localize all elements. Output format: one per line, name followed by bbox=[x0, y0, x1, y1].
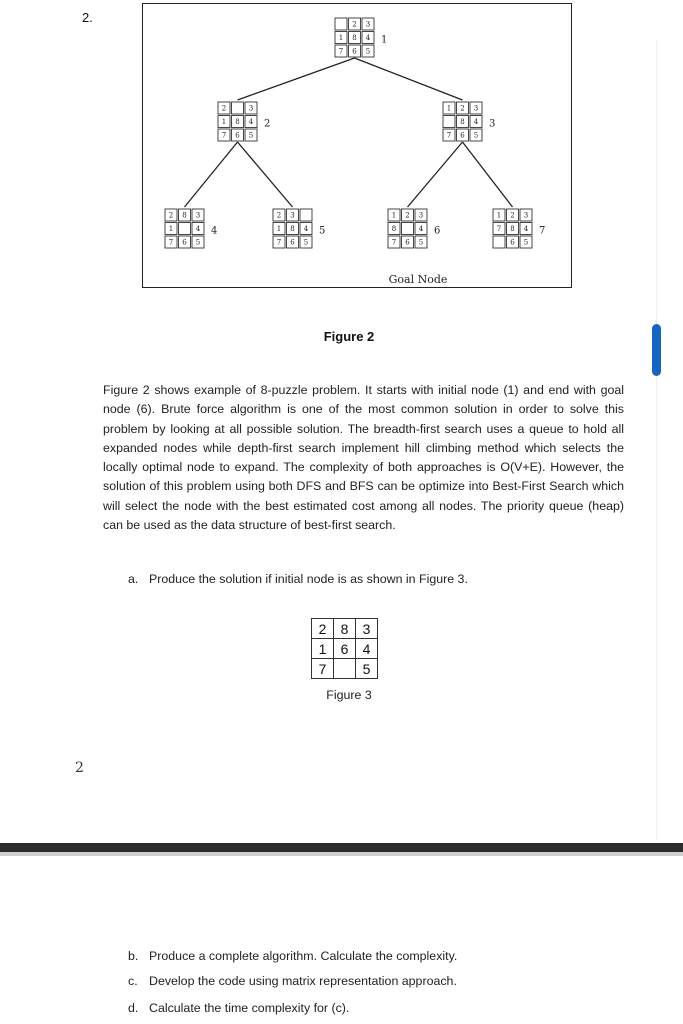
puzzle-cell-value: 3 bbox=[195, 211, 201, 220]
question-d bbox=[128, 1001, 349, 1015]
puzzle-cell-value: 3 bbox=[248, 104, 254, 113]
puzzle-cell-value: 4 bbox=[418, 225, 424, 233]
puzzle-cell-value: 4 bbox=[195, 225, 201, 233]
grid-row bbox=[312, 639, 378, 659]
question-b-label: b. bbox=[128, 949, 139, 963]
puzzle-cell-value: 5 bbox=[248, 131, 254, 140]
question-d-text: Calculate the time complexity for (c). bbox=[149, 1001, 350, 1015]
grid-cell: 1 bbox=[312, 639, 334, 659]
tree-edge bbox=[355, 58, 463, 100]
question-a bbox=[128, 572, 468, 586]
puzzle-cell bbox=[443, 116, 455, 128]
page-separator bbox=[0, 843, 683, 852]
tree-svg bbox=[143, 4, 573, 289]
puzzle-node bbox=[388, 209, 440, 248]
puzzle-cell-value: 1 bbox=[221, 118, 227, 126]
puzzle-node bbox=[493, 209, 545, 248]
question-d-label: d. bbox=[128, 1001, 139, 1015]
tree-edge bbox=[238, 142, 293, 207]
puzzle-cell-value: 3 bbox=[418, 211, 424, 220]
puzzle-cell-value: 3 bbox=[365, 20, 371, 29]
puzzle-cell-value: 7 bbox=[391, 238, 397, 247]
puzzle-cell-value: 3 bbox=[290, 211, 295, 220]
grid-cell: 8 bbox=[334, 619, 356, 639]
puzzle-cell-value: 8 bbox=[510, 225, 515, 233]
puzzle-node bbox=[218, 102, 270, 141]
node-number-label: 5 bbox=[319, 225, 326, 237]
node-number-label: 1 bbox=[381, 34, 388, 46]
puzzle-cell-value: 6 bbox=[405, 238, 410, 247]
puzzle-cell-value: 7 bbox=[446, 131, 452, 140]
puzzle-cell-value: 2 bbox=[460, 104, 465, 113]
puzzle-cell bbox=[179, 223, 191, 235]
puzzle-node bbox=[165, 209, 217, 248]
question-c bbox=[128, 974, 457, 988]
puzzle-cell-value: 2 bbox=[352, 20, 357, 29]
figure-3-puzzle-grid bbox=[311, 618, 378, 679]
puzzle-cell-value: 6 bbox=[182, 238, 187, 247]
question-b bbox=[128, 949, 457, 963]
puzzle-cell-value: 5 bbox=[195, 238, 201, 247]
goal-node-label: Goal Node bbox=[388, 273, 448, 286]
tree-edge bbox=[238, 58, 355, 100]
puzzle-cell-value: 2 bbox=[276, 211, 282, 220]
grid-cell: 7 bbox=[312, 659, 334, 679]
grid-row bbox=[312, 619, 378, 639]
puzzle-cell-value: 2 bbox=[405, 211, 410, 220]
puzzle-cell-value: 3 bbox=[473, 104, 479, 113]
figure-2-caption: Figure 2 bbox=[323, 329, 375, 344]
puzzle-cell-value: 2 bbox=[510, 211, 515, 220]
puzzle-cell-value: 6 bbox=[460, 131, 465, 140]
puzzle-cell-value: 8 bbox=[391, 225, 397, 233]
puzzle-cell-value: 1 bbox=[276, 225, 282, 233]
puzzle-cell-value: 6 bbox=[510, 238, 515, 247]
puzzle-cell-value: 2 bbox=[168, 211, 174, 220]
node-number-label: 7 bbox=[539, 225, 546, 237]
puzzle-cell-value: 2 bbox=[221, 104, 227, 113]
scrollbar-track bbox=[656, 40, 657, 840]
puzzle-cell-value: 7 bbox=[168, 238, 174, 247]
node-number-label: 2 bbox=[264, 118, 271, 130]
puzzle-node bbox=[443, 102, 495, 141]
puzzle-cell bbox=[232, 102, 244, 114]
puzzle-cell-value: 8 bbox=[290, 225, 295, 233]
tree-edge bbox=[463, 142, 513, 207]
puzzle-cell-value: 5 bbox=[418, 238, 424, 247]
puzzle-cell-value: 5 bbox=[303, 238, 309, 247]
grid-cell: 3 bbox=[356, 619, 378, 639]
tree-edge bbox=[408, 142, 463, 207]
puzzle-cell-value: 1 bbox=[168, 225, 174, 233]
puzzle-cell-value: 1 bbox=[496, 211, 502, 220]
question-a-text: Produce the solution if initial node is as shown in Figure 3. bbox=[149, 572, 468, 586]
puzzle-cell-value: 3 bbox=[523, 211, 529, 220]
puzzle-cell bbox=[493, 236, 505, 248]
grid-row bbox=[312, 659, 378, 679]
puzzle-cell-value: 6 bbox=[352, 47, 357, 56]
question-number: 2. bbox=[82, 10, 93, 25]
grid-cell bbox=[334, 659, 356, 679]
puzzle-cell-value: 4 bbox=[473, 118, 479, 126]
description-paragraph: Figure 2 shows example of 8-puzzle problem. It starts with initial node (1) and end with goal node (6). Brute force algorithm is one of the most common solution in order to solve this problem by looking at all possible solution. The breadth-first search uses a queue to hold all expanded nodes while depth-first search implement hill climbing method which selects the locally optimal node to expand. The complexity of both approaches is O(V+E). However, the solution of this problem using both DFS and BFS can be optimize into Best-First Search which will select the node with the best estimated cost among all nodes. The priority queue (heap) can be used as the data structure of best-first search. bbox=[103, 383, 624, 533]
question-c-text: Develop the code using matrix representation approach. bbox=[149, 974, 457, 988]
puzzle-cell-value: 5 bbox=[523, 238, 529, 247]
puzzle-cell-value: 7 bbox=[496, 225, 502, 233]
puzzle-cell-value: 1 bbox=[391, 211, 397, 220]
grid-cell: 6 bbox=[334, 639, 356, 659]
node-number-label: 4 bbox=[211, 225, 218, 237]
question-c-label: c. bbox=[128, 974, 138, 988]
puzzle-cell-value: 8 bbox=[182, 211, 187, 220]
page-separator-shadow bbox=[0, 852, 683, 856]
grid-cell: 2 bbox=[312, 619, 334, 639]
puzzle-cell-value: 6 bbox=[290, 238, 295, 247]
grid-cell: 5 bbox=[356, 659, 378, 679]
puzzle-cell-value: 4 bbox=[248, 118, 254, 126]
puzzle-cell-value: 5 bbox=[473, 131, 479, 140]
grid-cell: 4 bbox=[356, 639, 378, 659]
puzzle-cell-value: 5 bbox=[365, 47, 371, 56]
page-number: 2 bbox=[75, 760, 84, 776]
puzzle-cell-value: 8 bbox=[460, 118, 465, 126]
puzzle-cell-value: 6 bbox=[235, 131, 240, 140]
puzzle-cell-value: 4 bbox=[365, 34, 371, 42]
puzzle-cell-value: 4 bbox=[523, 225, 529, 233]
figure-3-caption: Figure 3 bbox=[326, 688, 372, 702]
figure-2-tree bbox=[142, 3, 572, 288]
puzzle-node bbox=[273, 209, 325, 248]
puzzle-node bbox=[335, 18, 387, 57]
puzzle-cell-value: 8 bbox=[235, 118, 240, 126]
puzzle-cell-value: 8 bbox=[352, 34, 357, 42]
node-number-label: 6 bbox=[434, 225, 441, 237]
puzzle-cell bbox=[402, 223, 414, 235]
question-a-label: a. bbox=[128, 572, 139, 586]
puzzle-cell bbox=[300, 209, 312, 221]
puzzle-cell-value: 7 bbox=[221, 131, 227, 140]
node-number-label: 3 bbox=[489, 118, 496, 130]
puzzle-cell-value: 1 bbox=[338, 34, 344, 42]
puzzle-cell-value: 7 bbox=[338, 47, 344, 56]
question-b-text: Produce a complete algorithm. Calculate the complexity. bbox=[149, 949, 458, 963]
puzzle-cell-value: 1 bbox=[446, 104, 452, 113]
puzzle-cell bbox=[335, 18, 347, 30]
puzzle-cell-value: 4 bbox=[303, 225, 309, 233]
tree-edge bbox=[185, 142, 238, 207]
puzzle-cell-value: 7 bbox=[276, 238, 282, 247]
